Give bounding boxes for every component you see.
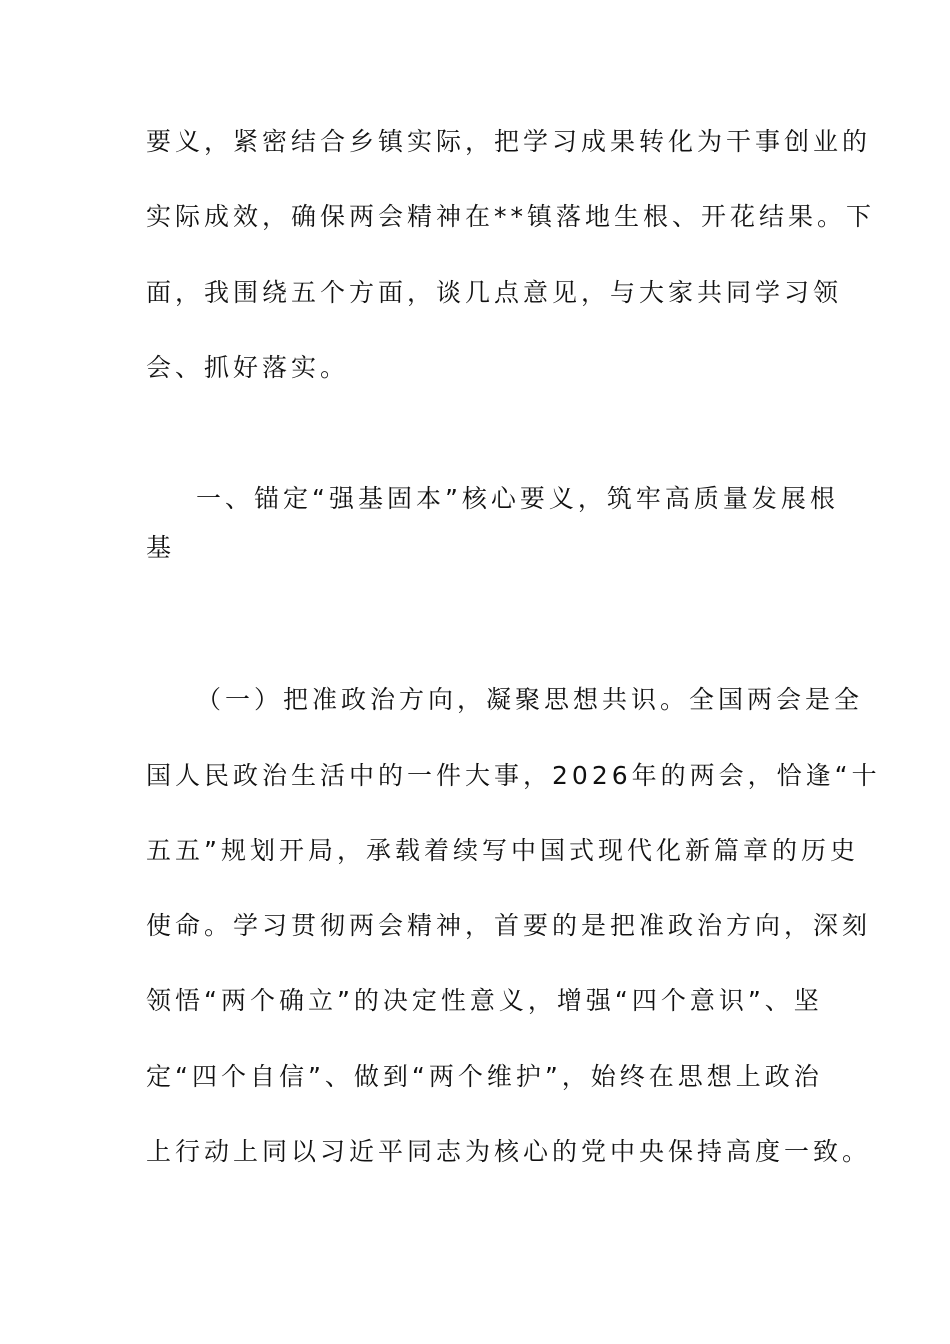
section1-line-7: 上行动上同以习近平同志为核心的党中央保持高度一致。 [146, 1137, 872, 1166]
intro-line-1: 要义，紧密结合乡镇实际，把学习成果转化为干事创业的 [146, 127, 872, 156]
section1-line-2: 国人民政治生活中的一件大事，2026年的两会，恰逢“十 [146, 761, 881, 790]
section1-line-1: （一）把准政治方向，凝聚思想共识。全国两会是全 [196, 685, 864, 714]
section-heading-line-2: 基 [146, 533, 176, 562]
section1-line-3: 五五”规划开局，承载着续写中国式现代化新篇章的历史 [146, 836, 859, 865]
intro-line-4: 会、抓好落实。 [146, 353, 350, 382]
section1-line-4: 使命。学习贯彻两会精神，首要的是把准政治方向，深刻 [146, 911, 872, 940]
intro-line-3: 面，我围绕五个方面，谈几点意见，与大家共同学习领 [146, 278, 843, 307]
intro-line-2: 实际成效，确保两会精神在**镇落地生根、开花结果。下 [146, 202, 876, 231]
section1-line-6: 定“四个自信”、做到“两个维护”，始终在思想上政治 [146, 1062, 823, 1091]
section-heading-line-1: 一、锚定“强基固本”核心要义，筑牢高质量发展根 [196, 484, 839, 513]
section1-line-5: 领悟“两个确立”的决定性意义，增强“四个意识”、坚 [146, 986, 823, 1015]
